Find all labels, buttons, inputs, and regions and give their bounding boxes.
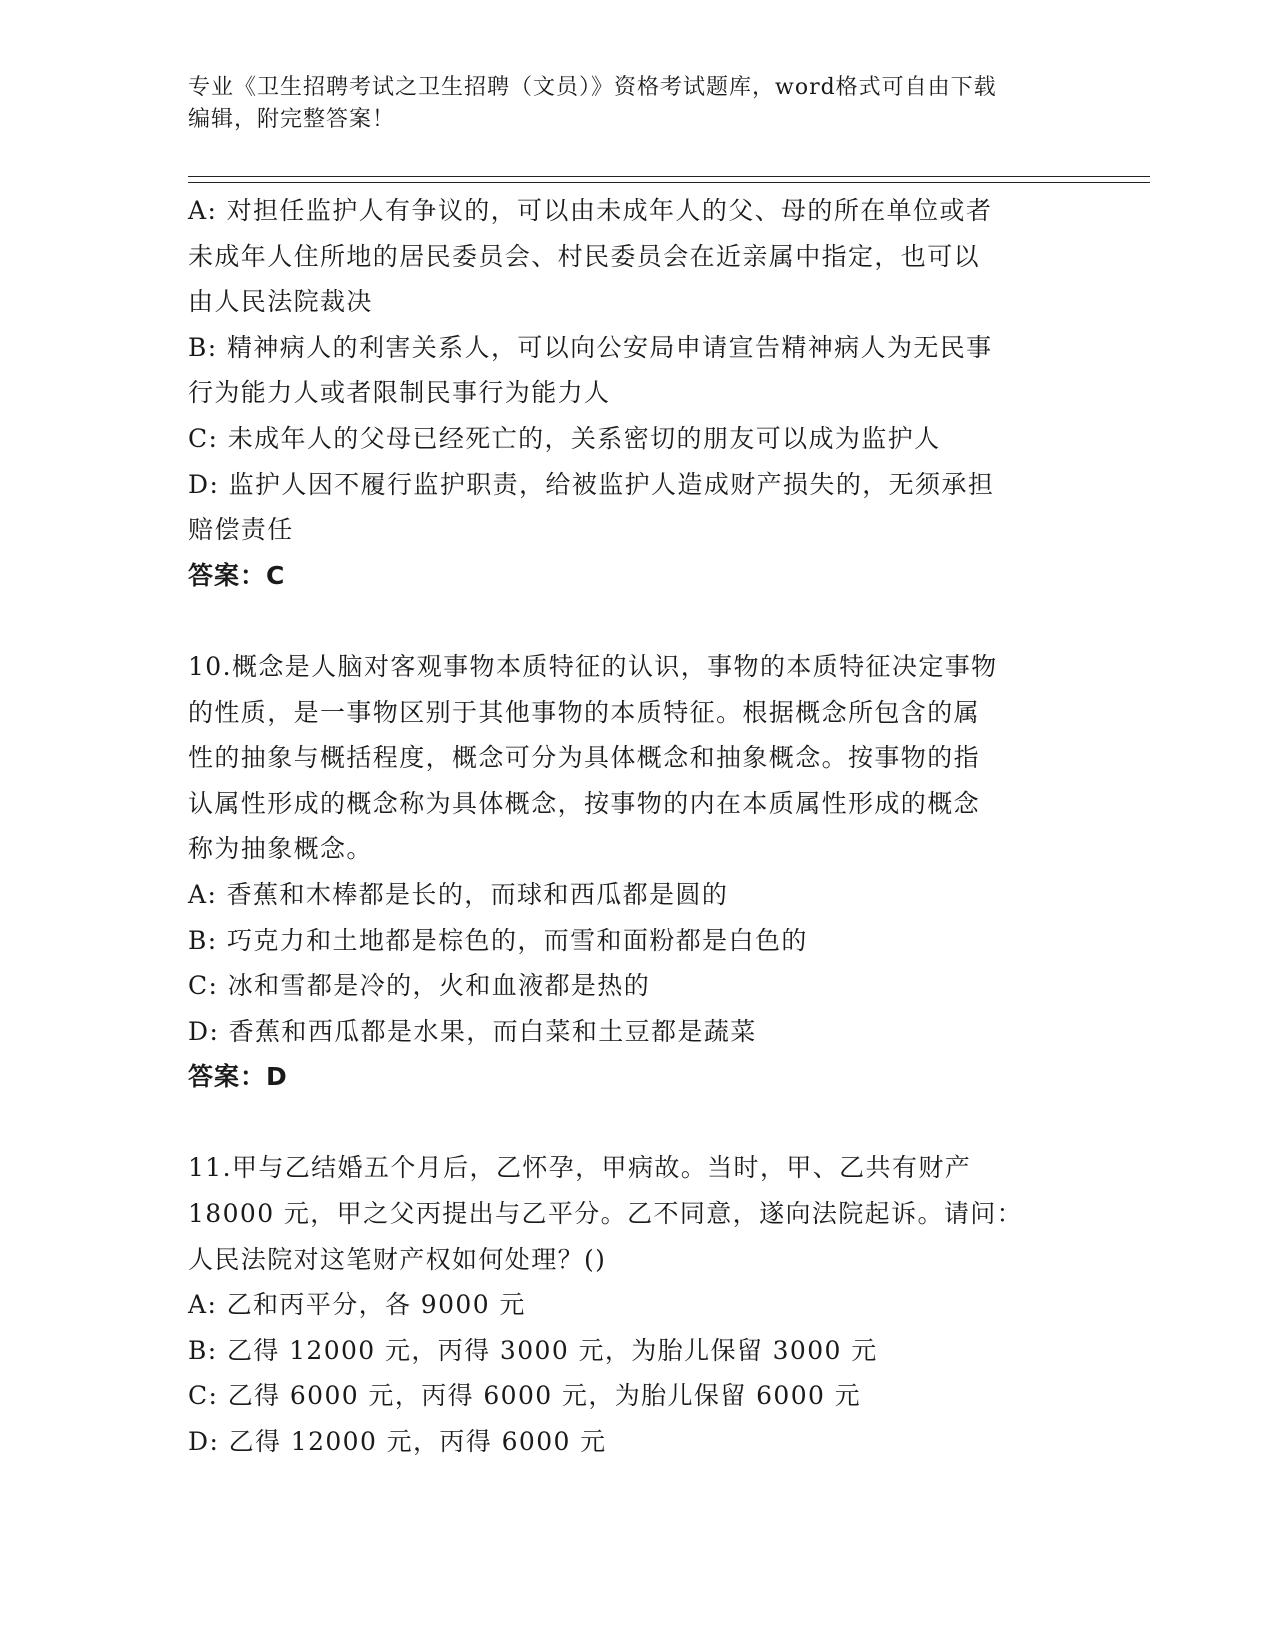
question-11 — [188, 1145, 1088, 1464]
q11-option-c: C: 乙得 6000 元，丙得 6000 元，为胎儿保留 6000 元 — [188, 1381, 862, 1411]
q9-option-a-line-3: 由人民法院裁决 — [188, 287, 373, 317]
header-rule-thin — [188, 182, 1150, 183]
q10-stem-line-4: 认属性形成的概念称为具体概念，按事物的内在本质属性形成的概念 — [188, 788, 981, 818]
q11-option-b: B: 乙得 12000 元，丙得 3000 元，为胎儿保留 3000 元 — [188, 1335, 878, 1365]
q10-stem-line-3: 性的抽象与概括程度，概念可分为具体概念和抽象概念。按事物的指 — [188, 743, 981, 773]
q10-stem-line-5: 称为抽象概念。 — [188, 834, 373, 864]
q10-option-a: A: 香蕉和木棒都是长的，而球和西瓜都是圆的 — [188, 879, 729, 909]
q9-option-a-line-2: 未成年人住所地的居民委员会、村民委员会在近亲属中指定，也可以 — [188, 241, 981, 271]
q9-option-d-line-2: 赔偿责任 — [188, 515, 294, 545]
document-body — [188, 188, 1088, 1465]
question-10 — [188, 644, 1088, 1100]
q10-option-d: D: 香蕉和西瓜都是水果，而白菜和土豆都是蔬菜 — [188, 1016, 757, 1046]
question-9 — [188, 188, 1088, 598]
q9-option-c: C: 未成年人的父母已经死亡的，关系密切的朋友可以成为监护人 — [188, 423, 941, 453]
header-rule-thick — [188, 176, 1150, 177]
q10-answer: 答案：D — [188, 1062, 288, 1092]
q10-stem-line-1: 10.概念是人脑对客观事物本质特征的认识，事物的本质特征决定事物 — [188, 651, 998, 681]
q10-stem-line-2: 的性质，是一事物区别于其他事物的本质特征。根据概念所包含的属 — [188, 697, 981, 727]
q11-option-a: A: 乙和丙平分，各 9000 元 — [188, 1290, 526, 1320]
q11-stem-line-1: 11.甲与乙结婚五个月后，乙怀孕，甲病故。当时，甲、乙共有财产 — [188, 1153, 972, 1183]
q9-option-b-line-2: 行为能力人或者限制民事行为能力人 — [188, 378, 611, 408]
q11-stem-line-2: 18000 元，甲之父丙提出与乙平分。乙不同意，遂向法院起诉。请问： — [188, 1199, 1024, 1229]
spacer — [188, 598, 1088, 644]
q9-option-a-line-1: A: 对担任监护人有争议的，可以由未成年人的父、母的所在单位或者 — [188, 196, 993, 225]
q9-option-d-line-1: D: 监护人因不履行监护职责，给被监护人造成财产损失的，无须承担 — [188, 469, 995, 499]
q9-answer: 答案：C — [188, 560, 286, 590]
q9-option-b-line-1: B: 精神病人的利害关系人，可以向公安局申请宣告精神病人为无民事 — [188, 332, 993, 362]
document-header: 专业《卫生招聘考试之卫生招聘（文员）》资格考试题库，word格式可自由下载 编辑，附完整答案！ — [188, 75, 997, 132]
q11-stem-line-3: 人民法院对这笔财产权如何处理？() — [188, 1244, 607, 1274]
spacer — [188, 1100, 1088, 1146]
q10-option-b: B: 巧克力和土地都是棕色的，而雪和面粉都是白色的 — [188, 925, 808, 955]
q11-option-d: D: 乙得 12000 元，丙得 6000 元 — [188, 1427, 607, 1457]
q10-option-c: C: 冰和雪都是冷的，火和血液都是热的 — [188, 971, 651, 1001]
